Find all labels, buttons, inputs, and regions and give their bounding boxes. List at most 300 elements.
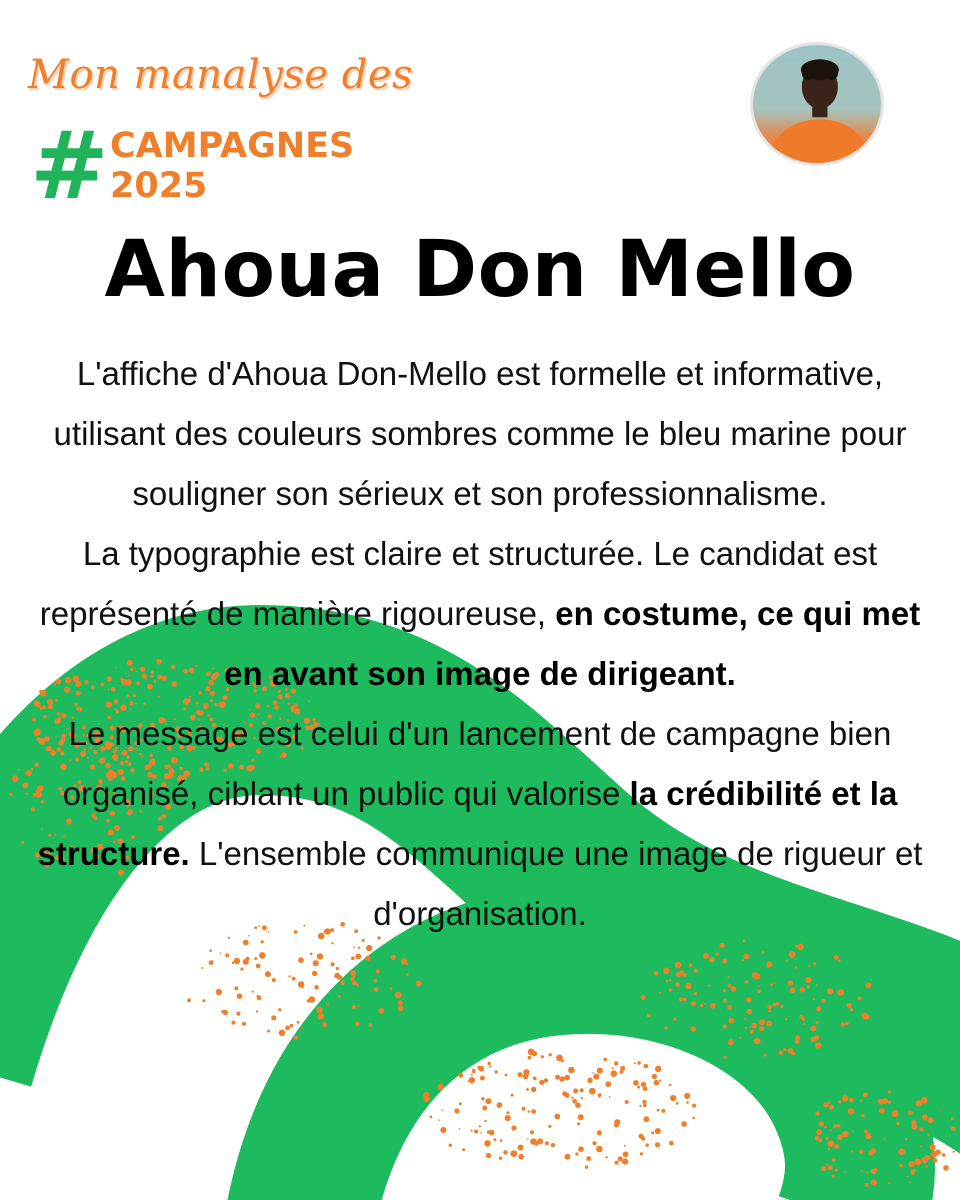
speckle-dot [302, 1028, 304, 1030]
speckle-dot [494, 1070, 497, 1073]
speckle-dot [899, 1164, 903, 1168]
speckle-dot [479, 1066, 485, 1072]
speckle-dot [637, 1061, 641, 1065]
speckle-dot [358, 1005, 360, 1007]
speckle-dot [797, 944, 804, 951]
speckle-dot [484, 1140, 491, 1147]
speckle-dot [533, 1077, 537, 1081]
speckle-dot [940, 1110, 942, 1112]
speckle-dot [830, 1130, 832, 1132]
speckle-dot [338, 975, 343, 980]
speckle-dot [549, 1053, 552, 1056]
speckle-dot [488, 1062, 491, 1065]
speckle-dot [727, 1005, 732, 1010]
speckle-dot [799, 1015, 803, 1019]
speckle-dot [837, 1134, 843, 1140]
speckle-dot [800, 987, 805, 992]
speckle-dot [528, 1056, 532, 1060]
speckle-dot [352, 1005, 356, 1009]
speckle-dot [810, 1026, 816, 1032]
speckle-dot [605, 1156, 607, 1158]
speckle-dot [888, 1182, 890, 1184]
speckle-dot [234, 986, 238, 990]
speckle-dot [482, 1106, 487, 1111]
speckle-dot [929, 1144, 935, 1150]
speckle-dot [731, 986, 737, 992]
speckle-dot [888, 1101, 891, 1104]
speckle-dot [12, 776, 19, 783]
speckle-dot [643, 1116, 649, 1122]
speckle-dot [510, 1150, 517, 1157]
speckle-dot [838, 1101, 841, 1104]
speckle-dot [694, 968, 698, 972]
speckle-dot [768, 1005, 773, 1010]
speckle-dot [336, 967, 339, 970]
speckle-dot [686, 1101, 689, 1104]
speckle-dot [815, 1042, 821, 1048]
speckle-dot [565, 1154, 571, 1160]
speckle-dot [541, 1055, 544, 1058]
speckle-dot [297, 1021, 300, 1024]
speckle-dot [807, 985, 810, 988]
speckle-dot [839, 992, 842, 995]
speckle-dot [633, 1080, 639, 1086]
speckle-dot [350, 970, 356, 976]
speckle-dot [479, 1125, 481, 1127]
speckle-dot [850, 1008, 853, 1011]
speckle-dot [837, 1124, 841, 1128]
speckle-dot [780, 1005, 783, 1008]
speckle-dot [575, 1152, 578, 1155]
speckle-dot [643, 1086, 648, 1091]
speckle-dot [572, 1099, 577, 1104]
speckle-dot [788, 980, 793, 985]
speckle-dot [926, 1155, 931, 1160]
speckle-dot [828, 1165, 833, 1170]
speckle-dot [537, 1138, 543, 1144]
person-portrait-icon [753, 45, 881, 163]
speckle-dot [774, 982, 776, 984]
speckle-dot [692, 1117, 695, 1120]
speckle-dot [827, 1101, 830, 1104]
speckle-dot [395, 992, 402, 999]
speckle-dot [279, 1030, 286, 1037]
speckle-dot [723, 989, 726, 992]
speckle-dot [827, 988, 833, 994]
speckle-dot [859, 1150, 864, 1155]
speckle-dot [581, 1097, 583, 1099]
speckle-dot [639, 1134, 644, 1139]
paragraph-1: L'affiche d'Ahoua Don-Mello est formelle et informative, utilisant des couleurs sombres comme le bleu marine pour souligner son sérieux et son professionnalisme. [53, 355, 907, 512]
speckle-dot [871, 1180, 877, 1186]
speckle-dot [849, 1098, 854, 1103]
speckle-dot [487, 1130, 491, 1134]
speckle-dot [625, 1100, 629, 1104]
speckle-dot [689, 963, 693, 967]
speckle-dot [815, 1136, 820, 1141]
speckle-dot [459, 1102, 462, 1105]
speckle-dot [645, 1143, 648, 1146]
speckle-dot [587, 1078, 592, 1083]
speckle-dot [486, 1153, 491, 1158]
speckle-dot [684, 1093, 690, 1099]
speckle-dot [551, 1143, 555, 1147]
speckle-dot [528, 1110, 531, 1113]
speckle-dot [655, 1128, 661, 1134]
speckle-dot [842, 1095, 848, 1101]
speckle-dot [326, 1003, 329, 1006]
speckle-dot [759, 1019, 765, 1025]
speckle-dot [652, 1074, 657, 1079]
speckle-dot [615, 1161, 619, 1165]
paragraph-2 [30, 524, 930, 704]
speckle-dot [795, 1040, 800, 1045]
speckle-dot [851, 1150, 853, 1152]
speckle-dot [578, 1114, 584, 1120]
speckle-dot [21, 841, 24, 844]
speckle-dot [518, 1154, 524, 1160]
speckle-dot [664, 1026, 667, 1029]
speckle-dot [860, 1099, 862, 1101]
speckle-dot [676, 972, 682, 978]
speckle-dot [834, 1124, 837, 1127]
speckle-dot [398, 1006, 404, 1012]
speckle-dot [789, 951, 796, 958]
speckle-dot [554, 1114, 560, 1120]
speckle-dot [749, 1026, 751, 1028]
speckle-dot [243, 959, 249, 965]
speckle-dot [592, 1141, 596, 1145]
paragraph-3-emphasis: la crédibilité et la structure. [37, 775, 898, 872]
speckle-dot [604, 1058, 608, 1062]
speckle-dot [548, 1125, 551, 1128]
speckle-dot [803, 1023, 805, 1025]
speckle-dot [758, 986, 760, 988]
speckle-dot [314, 985, 319, 990]
speckle-dot [654, 971, 659, 976]
speckle-dot [928, 1117, 934, 1123]
speckle-dot [523, 1069, 529, 1075]
speckle-dot [257, 995, 260, 998]
speckle-dot [220, 952, 222, 954]
speckle-dot [848, 1108, 855, 1115]
speckle-dot [745, 980, 749, 984]
speckle-dot [679, 997, 683, 1001]
speckle-dot [657, 1109, 660, 1112]
speckle-dot [530, 1130, 534, 1134]
speckle-dot [715, 952, 719, 956]
speckle-dot [919, 1127, 923, 1131]
speckle-dot [225, 953, 229, 957]
speckle-dot [661, 1109, 665, 1113]
speckle-dot [292, 977, 296, 981]
speckle-dot [746, 1009, 752, 1015]
speckle-dot [694, 992, 697, 995]
speckle-dot [865, 1183, 869, 1187]
speckle-dot [824, 1126, 827, 1129]
speckle-dot [821, 999, 825, 1003]
speckle-dot [727, 976, 729, 978]
speckle-dot [232, 961, 235, 964]
speckle-dot [770, 983, 773, 986]
speckle-dot [752, 972, 759, 979]
speckle-dot [467, 1080, 469, 1082]
speckle-dot [878, 1099, 884, 1105]
speckle-dot [832, 1158, 836, 1162]
speckle-dot [598, 1093, 602, 1097]
speckle-dot [916, 1100, 922, 1106]
speckle-dot [933, 1158, 938, 1163]
speckle-dot [605, 1081, 611, 1087]
speckle-dot [868, 1150, 873, 1155]
speckle-dot [861, 1114, 864, 1117]
speckle-dot [471, 1074, 473, 1076]
speckle-dot [242, 1022, 246, 1026]
speckle-dot [559, 1076, 565, 1082]
speckle-dot [866, 983, 872, 989]
speckle-dot [669, 979, 671, 981]
speckle-dot [484, 1120, 486, 1122]
speckle-dot [416, 981, 422, 987]
speckle-dot [609, 1096, 611, 1098]
speckle-dot [271, 1015, 276, 1020]
speckle-dot [920, 1145, 922, 1147]
speckle-dot [293, 1035, 298, 1040]
speckle-dot [724, 1056, 727, 1059]
speckle-dot [863, 1092, 868, 1097]
speckle-dot [764, 1054, 767, 1057]
speckle-dot [480, 1132, 482, 1134]
speckle-dot [655, 1066, 662, 1073]
speckle-dot [766, 961, 772, 967]
speckle-dot [813, 998, 815, 1000]
speckle-dot [637, 1086, 640, 1089]
speckle-dot [374, 987, 379, 992]
speckle-dot [745, 1027, 747, 1029]
speckle-dot [586, 1156, 591, 1161]
speckle-dot [834, 955, 839, 960]
speckle-dot [356, 984, 359, 987]
speckle-dot [783, 1048, 786, 1051]
speckle-dot [624, 1145, 626, 1147]
speckle-dot [458, 1073, 463, 1078]
speckle-dot [322, 1022, 327, 1027]
speckle-dot [312, 971, 317, 976]
speckle-dot [729, 1018, 735, 1024]
hashtag-text-campaigns: CAMPAGNES [110, 126, 355, 166]
speckle-dot [505, 1115, 511, 1121]
paragraph-3 [30, 704, 930, 944]
speckle-dot [700, 1004, 703, 1007]
speckle-dot [750, 1030, 754, 1034]
speckle-dot [597, 1130, 602, 1135]
speckle-dot [209, 949, 212, 952]
speckle-dot [951, 1126, 956, 1131]
speckle-dot [674, 1018, 677, 1021]
speckle-dot [683, 998, 686, 1001]
speckle-dot [340, 980, 345, 985]
speckle-dot [742, 959, 744, 961]
speckle-dot [931, 1151, 938, 1158]
speckle-dot [651, 1131, 654, 1134]
speckle-dot [709, 957, 715, 963]
speckle-dot [223, 1010, 228, 1015]
speckle-dot [909, 1182, 911, 1184]
speckle-dot [9, 792, 12, 795]
speckle-dot [489, 1065, 491, 1067]
speckle-dot [805, 977, 811, 983]
speckle-dot [390, 987, 393, 990]
speckle-dot [925, 1165, 927, 1167]
speckle-dot [430, 1116, 433, 1119]
speckle-dot [589, 1082, 591, 1084]
speckle-dot [785, 1018, 787, 1020]
speckle-dot [691, 1001, 696, 1006]
speckle-dot [943, 1165, 949, 1171]
speckle-dot [911, 1120, 916, 1125]
speckle-dot [659, 992, 661, 994]
speckle-dot [641, 995, 646, 1000]
speckle-dot [26, 793, 28, 795]
speckle-dot [368, 1023, 372, 1027]
speckle-dot [614, 1061, 618, 1065]
speckle-dot [898, 1148, 905, 1155]
speckle-dot [642, 1100, 646, 1104]
speckle-dot [472, 1069, 476, 1073]
speckle-dot [751, 1023, 757, 1029]
speckle-dot [778, 1050, 783, 1055]
speckle-dot [641, 1082, 646, 1087]
speckle-dot [669, 988, 673, 992]
speckle-dot [526, 1088, 529, 1091]
speckle-dot [441, 1109, 443, 1111]
hashtag-text-year: 2025 [110, 166, 208, 206]
speckle-dot [810, 1037, 815, 1042]
speckle-dot [744, 1018, 746, 1020]
campaign-hashtag [30, 112, 450, 222]
speckle-dot [350, 977, 354, 981]
speckle-dot [265, 971, 271, 977]
speckle-dot [449, 1144, 452, 1147]
speckle-dot [927, 1134, 929, 1136]
speckle-dot [518, 1072, 523, 1077]
speckle-dot [841, 1022, 845, 1026]
speckle-dot [663, 968, 670, 975]
paragraph-2-emphasis: en costume, ce qui met en avant son image de dirigeant. [224, 595, 921, 692]
speckle-dot [544, 1078, 548, 1082]
speckle-dot [623, 1152, 629, 1158]
speckle-dot [825, 1137, 828, 1140]
speckle-dot [690, 1026, 696, 1032]
speckle-dot [254, 957, 257, 960]
speckle-dot [634, 1062, 636, 1064]
speckle-dot [864, 1014, 869, 1019]
speckle-dot [795, 966, 798, 969]
speckle-dot [555, 1075, 560, 1080]
speckle-dot [832, 1174, 835, 1177]
speckle-dot [888, 1090, 891, 1093]
speckle-dot [865, 1133, 871, 1139]
speckle-dot [723, 999, 727, 1003]
speckle-dot [597, 1068, 603, 1074]
speckle-dot [252, 991, 254, 993]
speckle-dot [703, 953, 709, 959]
speckle-dot [754, 1038, 761, 1045]
speckle-dot [842, 1131, 849, 1138]
speckle-dot [470, 1130, 472, 1132]
speckle-dot [267, 1030, 270, 1033]
speckle-dot [527, 1138, 529, 1140]
speckle-dot [564, 1093, 569, 1098]
speckle-dot [259, 952, 266, 959]
speckle-dot [518, 1145, 524, 1151]
speckle-dot [815, 1111, 819, 1115]
speckle-dot [571, 1097, 573, 1099]
speckle-dot [759, 1026, 764, 1031]
speckle-dot [290, 1024, 294, 1028]
speckle-dot [618, 1156, 623, 1161]
speckle-dot [474, 1129, 478, 1133]
speckle-dot [791, 1051, 795, 1055]
speckle-dot [909, 1161, 915, 1167]
speckle-dot [844, 1171, 846, 1173]
speckle-dot [424, 1096, 430, 1102]
speckle-dot [568, 1067, 575, 1074]
speckle-dot [511, 1125, 516, 1130]
speckle-dot [355, 954, 361, 960]
speckle-dot [612, 1067, 614, 1069]
speckle-dot [622, 1159, 628, 1165]
speckle-dot [666, 980, 668, 982]
speckle-dot [951, 1117, 954, 1120]
speckle-dot [614, 1119, 620, 1125]
speckle-dot [704, 1003, 706, 1005]
speckle-dot [908, 1110, 913, 1115]
speckle-dot [728, 1039, 734, 1045]
speckle-dot [659, 1080, 661, 1082]
speckle-dot [834, 1144, 839, 1149]
speckle-dot [593, 1074, 599, 1080]
speckle-dot [838, 960, 841, 963]
speckle-dot [398, 1000, 403, 1005]
speckle-dot [440, 1127, 446, 1133]
speckle-dot [852, 1131, 854, 1133]
speckle-dot [744, 953, 750, 959]
speckle-dot [313, 960, 319, 966]
speckle-dot [768, 1010, 771, 1013]
speckle-dot [379, 1008, 385, 1014]
speckle-dot [437, 1084, 444, 1091]
speckle-dot [309, 996, 316, 1003]
speckle-dot [654, 1080, 660, 1086]
speckle-dot [728, 984, 732, 988]
speckle-dot [539, 1080, 544, 1085]
speckle-dot [532, 1051, 537, 1056]
speckle-dot [816, 984, 818, 986]
speckle-dot [401, 958, 407, 964]
speckle-dot [640, 1152, 643, 1155]
speckle-dot [545, 1141, 549, 1145]
speckle-dot [209, 960, 214, 965]
speckle-dot [723, 1024, 727, 1028]
speckle-dot [240, 968, 243, 971]
speckle-dot [861, 1170, 863, 1172]
speckle-dot [819, 1121, 824, 1126]
speckle-dot [845, 1022, 849, 1026]
speckle-dot [358, 947, 360, 949]
speckle-dot [573, 1088, 578, 1093]
author-avatar [750, 42, 884, 166]
